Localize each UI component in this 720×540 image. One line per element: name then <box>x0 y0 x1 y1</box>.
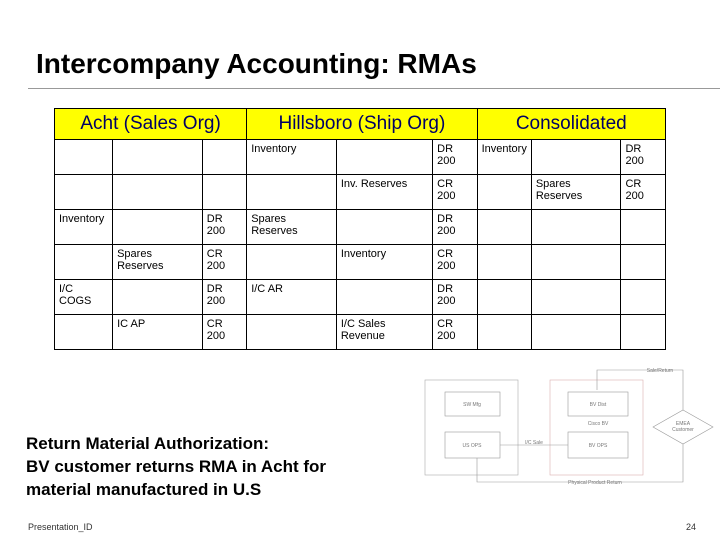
cisco-bv-label: Cisco BV <box>587 421 609 427</box>
table-cell: CR 200 <box>202 315 246 350</box>
table-cell: Inventory <box>55 210 113 245</box>
table-cell: Inventory <box>247 140 337 175</box>
table-cell: I/C COGS <box>55 280 113 315</box>
table-row <box>55 280 666 315</box>
ic-sale-label: I/C Sale <box>525 440 543 446</box>
table-cell <box>336 140 432 175</box>
slide-title: Intercompany Accounting: RMAs <box>36 48 477 79</box>
table-cell: Spares Reserves <box>113 245 203 280</box>
caption-line: Return Material Authorization: <box>26 434 270 453</box>
table-cell <box>55 245 113 280</box>
header-consolidated: Consolidated <box>477 109 665 140</box>
page-number: 24 <box>686 522 697 532</box>
table-cell: CR 200 <box>433 245 477 280</box>
table-cell <box>55 140 113 175</box>
table-cell <box>477 245 531 280</box>
emea-label: EMEA <box>675 421 691 427</box>
table-cell: DR 200 <box>202 280 246 315</box>
table-cell <box>531 140 621 175</box>
sw-mfg-label: SW Mfg <box>463 402 481 408</box>
table-cell <box>477 280 531 315</box>
table-cell <box>247 175 337 210</box>
table-cell: DR 200 <box>433 210 477 245</box>
bv-ops-label: BV OPS <box>588 443 608 449</box>
table-cell <box>477 175 531 210</box>
table-cell <box>55 315 113 350</box>
table-cell: CR 200 <box>433 315 477 350</box>
table-cell <box>55 175 113 210</box>
sale-return-label: Sale/Return <box>646 368 674 374</box>
caption <box>26 432 326 501</box>
table-cell <box>202 140 246 175</box>
rma-flow-diagram <box>420 360 720 500</box>
table-cell <box>477 210 531 245</box>
table-cell <box>621 280 666 315</box>
bv-dist-label: BV Dist <box>589 402 607 408</box>
table-cell: I/C AR <box>247 280 337 315</box>
table-cell: Inventory <box>336 245 432 280</box>
table-cell: Spares Reserves <box>247 210 337 245</box>
table-cell <box>531 280 621 315</box>
table-cell: DR 200 <box>202 210 246 245</box>
table-cell <box>336 210 432 245</box>
title-divider <box>28 88 720 89</box>
table-row <box>55 315 666 350</box>
table-cell <box>621 245 666 280</box>
accounting-table <box>54 108 666 350</box>
customer-label: Customer <box>672 427 694 433</box>
table-cell <box>247 315 337 350</box>
table-cell <box>202 175 246 210</box>
bv-org-box <box>550 380 643 475</box>
table-cell: DR 200 <box>621 140 666 175</box>
table-cell <box>531 315 621 350</box>
table-cell <box>621 210 666 245</box>
caption-line: BV customer returns RMA in Acht for <box>26 457 327 476</box>
table-cell: CR 200 <box>433 175 477 210</box>
table-cell <box>113 280 203 315</box>
table-cell: I/C Sales Revenue <box>336 315 432 350</box>
table-cell <box>531 210 621 245</box>
table-cell: CR 200 <box>621 175 666 210</box>
table-cell: Spares Reserves <box>531 175 621 210</box>
us-org-box <box>425 380 518 475</box>
caption-line: material manufactured in U.S <box>26 480 262 499</box>
table-cell <box>113 140 203 175</box>
table-cell <box>113 210 203 245</box>
table-row <box>55 245 666 280</box>
table-cell: IC AP <box>113 315 203 350</box>
table-cell: Inv. Reserves <box>336 175 432 210</box>
table-cell: DR 200 <box>433 140 477 175</box>
footer-presentation-id: Presentation_ID <box>28 522 93 532</box>
table-row <box>55 210 666 245</box>
table-cell <box>531 245 621 280</box>
table-cell: Inventory <box>477 140 531 175</box>
table-cell: DR 200 <box>433 280 477 315</box>
table-row <box>55 175 666 210</box>
header-acht: Acht (Sales Org) <box>55 109 247 140</box>
table-cell <box>336 280 432 315</box>
physical-return-label: Physical Product Return <box>568 480 622 486</box>
us-ops-label: US OPS <box>462 443 482 449</box>
table-cell <box>477 315 531 350</box>
table-cell: CR 200 <box>202 245 246 280</box>
table-row <box>55 140 666 175</box>
table-cell <box>621 315 666 350</box>
table-cell <box>247 245 337 280</box>
header-hillsboro: Hillsboro (Ship Org) <box>247 109 477 140</box>
table-cell <box>113 175 203 210</box>
